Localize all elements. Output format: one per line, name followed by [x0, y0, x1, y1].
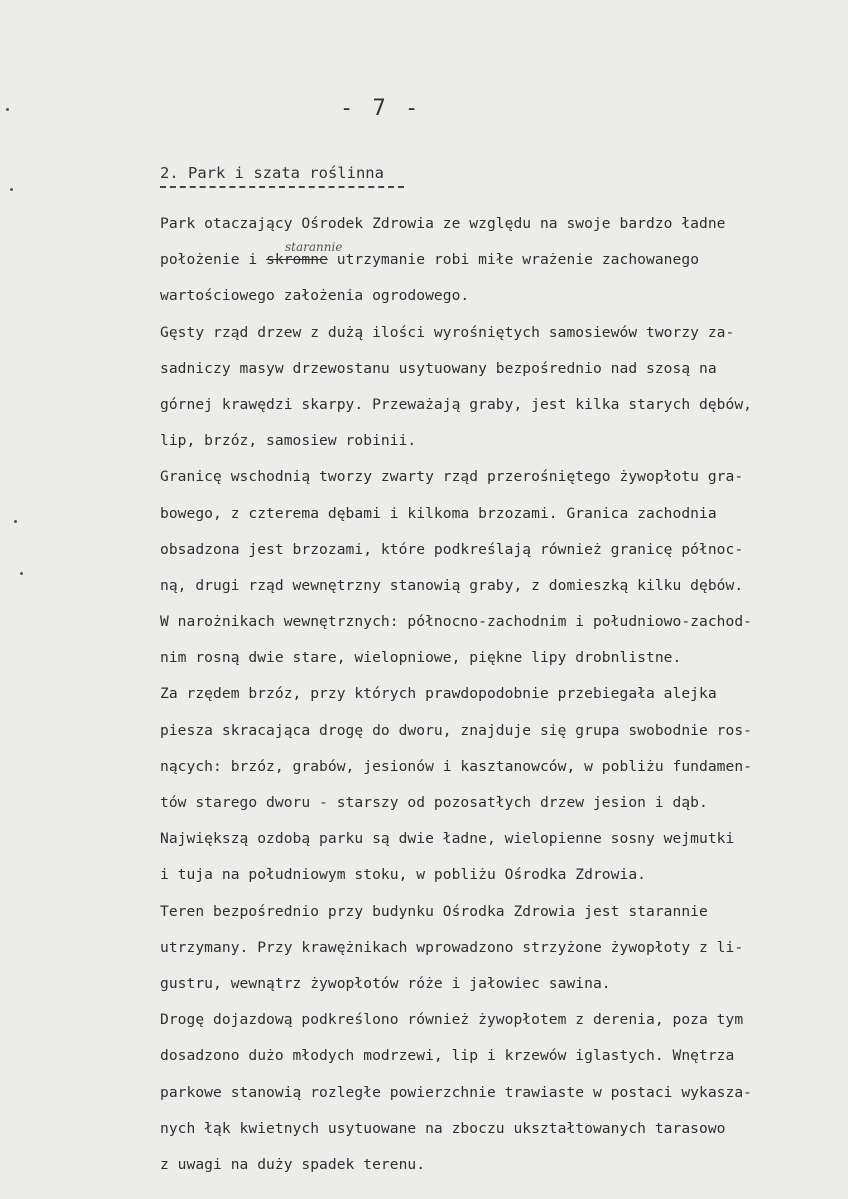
text-line: Za rzędem brzóz, przy których prawdopodobnie przebiegała alejka: [160, 685, 717, 703]
text-line: nących: brzóz, grabów, jesionów i kasztanowców, w pobliżu fundamen-: [160, 757, 753, 775]
page-number: - 7 -: [340, 96, 422, 121]
text-line: lip, brzóz, samosiew robinii.: [160, 432, 417, 450]
heading-underline: [160, 186, 404, 188]
text-line: tów starego dworu - starszy od pozosatłych drzew jesion i dąb.: [160, 794, 708, 811]
text-line: Granicę wschodnią tworzy zwarty rząd przerośniętego żywopłotu gra-: [160, 468, 744, 486]
text-line: utrzymany. Przy krawężnikach wprowadzono strzyżone żywopłoty z li-: [160, 938, 744, 956]
margin-dot: [14, 520, 17, 523]
text-line: sadniczy masyw drzewostanu usytuowany bezpośrednio nad szosą na: [160, 359, 717, 377]
text-line: górnej krawędzi skarpy. Przeważają graby, jest kilka starych dębów,: [160, 395, 753, 413]
text-line: parkowe stanowią rozległe powierzchnie trawiaste w postaci wykasza-: [160, 1083, 753, 1101]
text-line: piesza skracająca drogę do dworu, znajduje się grupa swobodnie ros-: [160, 721, 753, 739]
line-segment: położenie i: [160, 251, 267, 269]
text-line: ną, drugi rząd wewnętrzny stanowią graby, z domieszką kilku dębów.: [160, 576, 744, 594]
text-line: dosadzono dużo młodych modrzewi, lip i krzewów iglastych. Wnętrza: [160, 1047, 735, 1065]
margin-dot: [10, 188, 13, 191]
text-line: Park otaczający Ośrodek Zdrowia ze względu na swoje bardzo ładne: [160, 215, 726, 232]
text-line: nim rosną dwie stare, wielopniowe, piękne lipy drobnlistne.: [160, 649, 682, 667]
text-line: Drogę dojazdową podkreślono również żywopłotem z derenia, poza tym: [160, 1011, 744, 1029]
handwritten-correction: starannie: [285, 240, 343, 254]
text-line: [160, 242, 840, 278]
margin-dot: [6, 108, 9, 111]
section-heading: 2. Park i szata roślinna: [160, 164, 384, 182]
struck-word: skromne: [266, 251, 328, 269]
margin-dot: [20, 572, 23, 575]
text-line: bowego, z czterema dębami i kilkoma brzozami. Granica zachodnia: [160, 504, 717, 522]
text-line: Największą ozdobą parku są dwie ładne, wielopienne sosny wejmutki: [160, 830, 735, 848]
body-text: [160, 206, 840, 1183]
text-line: z uwagi na duży spadek terenu.: [160, 1155, 426, 1173]
text-line: wartościowego założenia ogrodowego.: [160, 287, 470, 305]
line-segment: utrzymanie robi miłe wrażenie zachowanego: [327, 251, 700, 269]
text-line: obsadzona jest brzozami, które podkreślają również granicę północ-: [160, 540, 744, 558]
text-line: W narożnikach wewnętrznych: północno-zachodnim i południowo-zachod-: [160, 613, 753, 631]
text-line: nych łąk kwietnych usytuowane na zboczu ukształtowanych tarasowo: [160, 1119, 726, 1137]
text-line: i tuja na południowym stoku, w pobliżu Ośrodka Zdrowia.: [160, 866, 646, 884]
text-line: Gęsty rząd drzew z dużą ilości wyrośniętych samosiewów tworzy za-: [160, 323, 735, 341]
text-line: Teren bezpośrednio przy budynku Ośrodka Zdrowia jest starannie: [160, 902, 708, 920]
text-line: gustru, wewnątrz żywopłotów róże i jałowiec sawina.: [160, 974, 611, 992]
